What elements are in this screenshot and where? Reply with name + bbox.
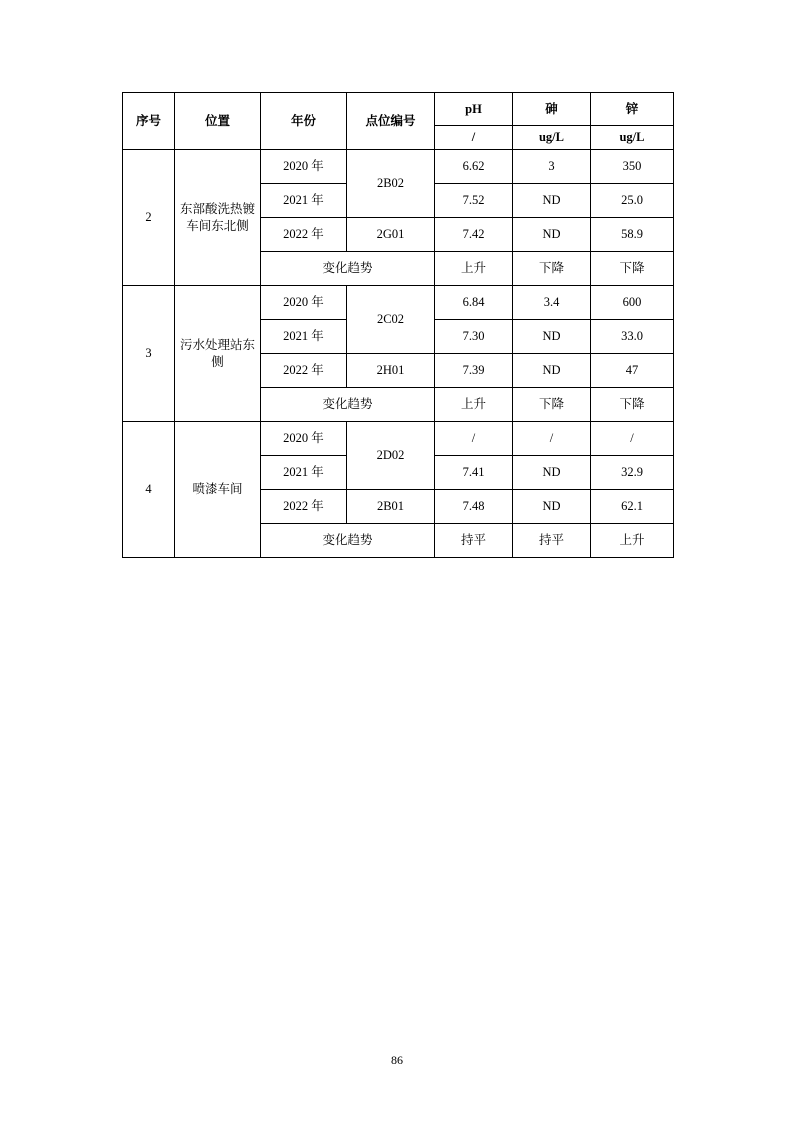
cell-year: 2021 年 xyxy=(261,456,347,490)
table-row xyxy=(123,150,674,184)
cell-location: 污水处理站东侧 xyxy=(175,286,261,422)
cell-seq: 2 xyxy=(123,150,175,286)
cell-trend-label: 变化趋势 xyxy=(261,388,435,422)
cell-trend-ph: 上升 xyxy=(435,388,513,422)
cell-arsenic: / xyxy=(513,422,591,456)
cell-point-id: 2G01 xyxy=(347,218,435,252)
cell-seq: 4 xyxy=(123,422,175,558)
cell-zinc: 62.1 xyxy=(591,490,674,524)
cell-zinc: 33.0 xyxy=(591,320,674,354)
cell-year: 2020 年 xyxy=(261,150,347,184)
cell-year: 2021 年 xyxy=(261,184,347,218)
cell-point-id: 2D02 xyxy=(347,422,435,490)
cell-point-id: 2C02 xyxy=(347,286,435,354)
header-seq: 序号 xyxy=(123,93,175,150)
header-ph: pH xyxy=(435,93,513,126)
cell-zinc: 25.0 xyxy=(591,184,674,218)
cell-arsenic: 3.4 xyxy=(513,286,591,320)
cell-ph: 7.42 xyxy=(435,218,513,252)
header-location: 位置 xyxy=(175,93,261,150)
cell-zinc: 350 xyxy=(591,150,674,184)
cell-trend-arsenic: 下降 xyxy=(513,252,591,286)
header-arsenic: 砷 xyxy=(513,93,591,126)
cell-trend-arsenic: 下降 xyxy=(513,388,591,422)
cell-arsenic: ND xyxy=(513,490,591,524)
table-row xyxy=(123,422,674,456)
cell-location: 喷漆车间 xyxy=(175,422,261,558)
cell-trend-arsenic: 持平 xyxy=(513,524,591,558)
unit-arsenic: ug/L xyxy=(513,126,591,150)
cell-trend-label: 变化趋势 xyxy=(261,252,435,286)
cell-ph: 7.39 xyxy=(435,354,513,388)
cell-ph: 7.30 xyxy=(435,320,513,354)
unit-zinc: ug/L xyxy=(591,126,674,150)
cell-year: 2022 年 xyxy=(261,354,347,388)
cell-trend-label: 变化趋势 xyxy=(261,524,435,558)
cell-year: 2022 年 xyxy=(261,218,347,252)
cell-trend-zinc: 下降 xyxy=(591,252,674,286)
header-zinc: 锌 xyxy=(591,93,674,126)
cell-trend-ph: 上升 xyxy=(435,252,513,286)
cell-ph: 7.52 xyxy=(435,184,513,218)
monitoring-data-table xyxy=(122,92,674,558)
cell-year: 2020 年 xyxy=(261,422,347,456)
page-number: 86 xyxy=(391,1053,403,1067)
cell-trend-ph: 持平 xyxy=(435,524,513,558)
header-point-id: 点位编号 xyxy=(347,93,435,150)
unit-ph: / xyxy=(435,126,513,150)
monitoring-data-table-container xyxy=(122,92,673,558)
cell-ph: 6.84 xyxy=(435,286,513,320)
cell-arsenic: ND xyxy=(513,354,591,388)
cell-trend-zinc: 下降 xyxy=(591,388,674,422)
header-year: 年份 xyxy=(261,93,347,150)
cell-seq: 3 xyxy=(123,286,175,422)
cell-ph: 7.41 xyxy=(435,456,513,490)
cell-arsenic: ND xyxy=(513,456,591,490)
table-header-row xyxy=(123,93,674,126)
cell-ph: 7.48 xyxy=(435,490,513,524)
cell-ph: 6.62 xyxy=(435,150,513,184)
cell-year: 2022 年 xyxy=(261,490,347,524)
cell-year: 2020 年 xyxy=(261,286,347,320)
cell-location: 东部酸洗热镀车间东北侧 xyxy=(175,150,261,286)
cell-zinc: / xyxy=(591,422,674,456)
cell-point-id: 2B01 xyxy=(347,490,435,524)
cell-arsenic: ND xyxy=(513,184,591,218)
cell-zinc: 600 xyxy=(591,286,674,320)
cell-zinc: 47 xyxy=(591,354,674,388)
cell-point-id: 2H01 xyxy=(347,354,435,388)
cell-ph: / xyxy=(435,422,513,456)
cell-arsenic: ND xyxy=(513,320,591,354)
cell-year: 2021 年 xyxy=(261,320,347,354)
cell-point-id: 2B02 xyxy=(347,150,435,218)
cell-trend-zinc: 上升 xyxy=(591,524,674,558)
cell-arsenic: ND xyxy=(513,218,591,252)
cell-zinc: 58.9 xyxy=(591,218,674,252)
table-row xyxy=(123,286,674,320)
cell-zinc: 32.9 xyxy=(591,456,674,490)
cell-arsenic: 3 xyxy=(513,150,591,184)
